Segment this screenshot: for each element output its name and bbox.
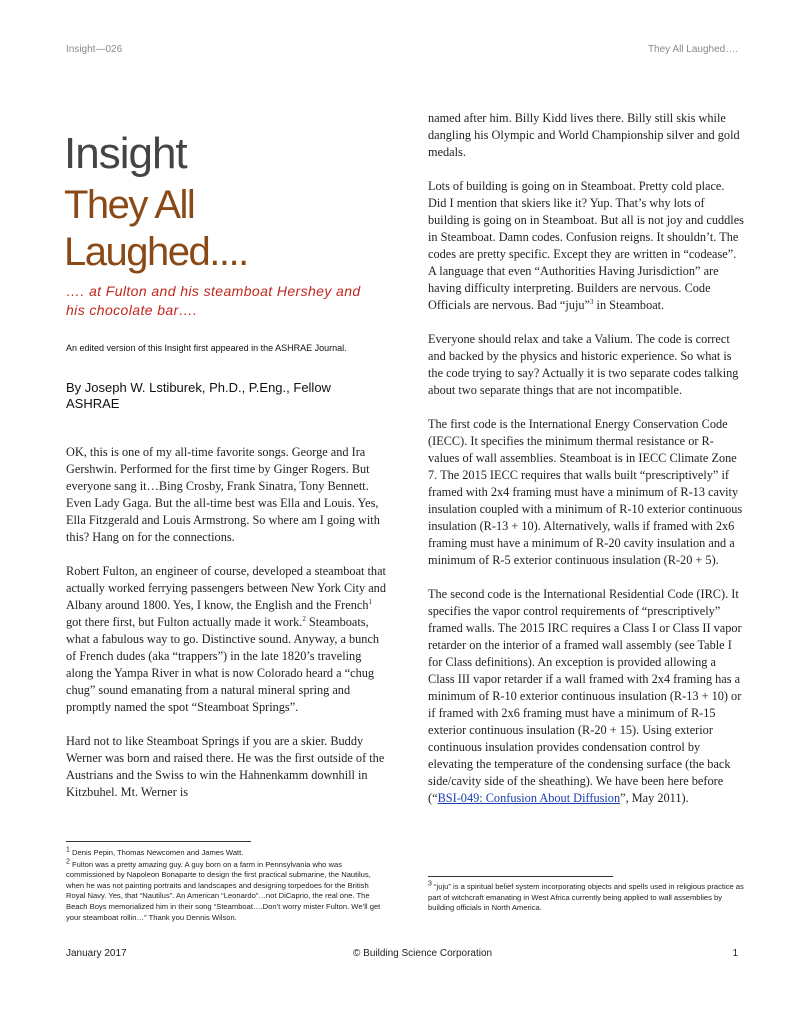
paragraph <box>428 178 744 314</box>
footnote-number: 3 <box>428 880 432 888</box>
footnote-ref-3: 3 <box>589 297 594 306</box>
footnote-text: Denis Pepin, Thomas Newcomen and James Watt. <box>69 848 244 857</box>
running-header-right: They All Laughed…. <box>647 44 738 55</box>
paragraph-text: Robert Fulton, an engineer of course, developed a steamboat that actually worked ferrying passengers between New York City and Albany around 1800. Yes, I know, the English and the French <box>66 564 386 612</box>
footnotes-right <box>428 882 746 915</box>
paragraph: named after him. Billy Kidd lives there. Billy still skis while dangling his Olympic and World Championship silver and gold medals. <box>428 111 740 159</box>
paragraph: OK, this is one of my all-time favorite songs. George and Ira Gershwin. Performed for the first time by Ginger Rogers. But everyone sang it…Bing Crosby, Frank Sinatra, Tony Bennett. Even Lady Gaga. But the all-time best was Ella and Louis. Yes, Ella Fitzgerald and Louis Armstrong. So where am I going with this? Hang on for the connections. <box>66 445 380 544</box>
footnote <box>66 848 382 859</box>
footnote <box>66 860 382 924</box>
right-column <box>428 110 744 824</box>
footnote <box>428 882 746 914</box>
footnote-ref-2: 2 <box>302 614 306 623</box>
bsi-049-link[interactable]: BSI-049: Confusion About Diffusion <box>437 791 621 805</box>
footnote-text: “juju” is a spiritual belief system incorporating objects and spells used in religious practice as part of witchcraft emanating in West Africa currently being applied to wall assemblies by building officials in North America. <box>428 882 744 913</box>
paragraph: Hard not to like Steamboat Springs if you are a skier. Buddy Werner was born and raised there. He was the first outside of the Austrians and the Swiss to win the Hahnenkamm downhill in Kitzbuhel. Mt. Werner is <box>66 734 385 799</box>
footnote-text: Fulton was a pretty amazing guy. A guy born on a farm in Pennsylvania who was commissioned by Napoleon Bonaparte to design the first practical submarine, the Nautilus, when he was not painting portraits and landscapes and designing torpedoes for the British Royal Navy. Yes, that “Nautilus”. An American “Leonardo”…not DiCaprio, the real one. The Beach Boys memorialized him in their song “Steamboat….Don’t worry mister Fulton. We’ll get your steamboat rollin…” Thank you Dennis Wilson. <box>66 859 381 922</box>
footnote-ref-1: 1 <box>368 597 372 606</box>
author-byline: By Joseph W. Lstiburek, Ph.D., P.Eng., Fellow ASHRAE <box>66 380 331 411</box>
paragraph: The first code is the International Energy Conservation Code (IECC). It specifies the minimum thermal resistance or R-values of wall assemblies. Steamboat is in IECC Climate Zone 7. The 2015 IECC requires that walls built “prescriptively” if framed with 2x4 framing must have a minimum of R-13 cavity insulation coupled with a minimum of R-10 exterior continuous insulation (R-13 + 10). Alternatively, walls if framed with 2x6 framing must have a minimum of R-20 cavity insulation and a minimum of R-5 exterior continuous insulation (R-20 + 5). <box>428 417 743 567</box>
footnote-number: 1 <box>66 846 70 854</box>
page-number: 1 <box>732 948 738 959</box>
paragraph-text: Lots of building is going on in Steamboat. Pretty cold place. Did I mention that skiers like it? Yup. That’s why lots of building is going on in Steamboat. But all is not joy and cuddles in Steamboat. Damn codes. Confusion reigns. It shouldn’t. The codes are pretty specific. Except they are written in “codease”. A language that even “Authorities Having Jurisdiction” are having difficulty interpreting. Builders are nervous. Code Officials are nervous. Bad “juju” <box>428 179 744 312</box>
publication-note: An edited version of this Insight first appeared in the ASHRAE Journal. <box>66 343 347 353</box>
footnotes-left <box>66 848 382 924</box>
footnote-divider <box>66 841 251 842</box>
paragraph-text: ”, May 2011). <box>620 791 689 805</box>
series-title: Insight <box>64 129 187 178</box>
paragraph-text: got there first, but Fulton actually made it work. <box>66 615 303 629</box>
footer-copyright: © Building Science Corporation <box>353 948 493 959</box>
paragraph <box>66 563 386 716</box>
paragraph: Everyone should relax and take a Valium. The code is correct and backed by the physics and historic experience. So what is the code trying to say? Actually it is two separate codes talking about two separate things that are not incompatible. <box>428 332 739 397</box>
article-subtitle: …. at Fulton and his steamboat Hershey and his chocolate bar…. <box>66 283 361 318</box>
running-header-left: Insight—026 <box>66 44 123 55</box>
paragraph-text: Steamboats, what a fabulous way to go. Distinctive sound. Anyway, a bunch of French dudes (aka “trappers”) in the late 1820’s traveling along the Yampa River in what is now Colorado heard a “chug chug” sound emanating from a natural mineral spring and promptly named the spot “Steamboat Springs”. <box>66 615 380 714</box>
paragraph <box>428 586 744 807</box>
paragraph-text: The second code is the International Residential Code (IRC). It specifies the vapor control requirements of “prescriptively” framed walls. The 2015 IRC requires a Class I or Class II vapor retarder on the interior of a framed wall assembly (see Table I for Class definitions). An exception is provided allowing a Class III vapor retarder if a wall framed with 2x4 framing has a minimum of R-10 exterior continuous insulation (R-13 + 10) or if framed with 2x6 framing must have a minimum of R-15 exterior continuous insulation (R-20 + 15). Using exterior continuous insulation provides condensation control by elevating the temperature of the condensing surface (the back side/cavity side of the sheathing). We have been here before (“ <box>428 587 742 805</box>
footer-date: January 2017 <box>66 948 127 959</box>
paragraph-text: in Steamboat. <box>593 298 665 312</box>
left-column <box>66 444 386 818</box>
article-title: They All Laughed.... <box>64 183 248 274</box>
footnote-number: 2 <box>66 858 70 866</box>
footnote-divider <box>428 876 613 877</box>
